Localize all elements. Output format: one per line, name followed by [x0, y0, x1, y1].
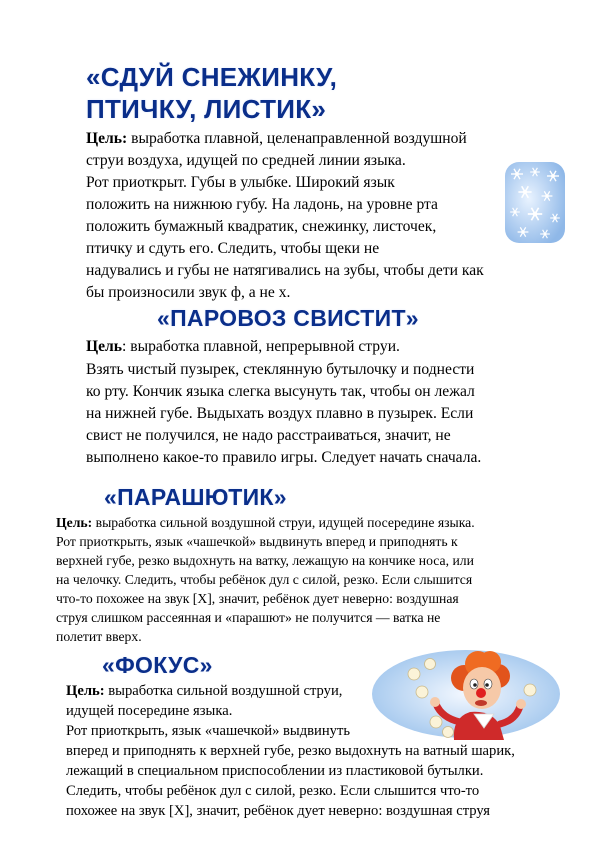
text-line: на челочку. Следить, чтобы ребёнок дул с силой, резко. Если слышится	[56, 572, 473, 587]
goal-label: Цель:	[86, 130, 128, 147]
text-line: птичку и сдуть его. Следить, чтобы щеки не	[86, 240, 380, 257]
section-3-title: «ПАРАШЮТИК»	[104, 484, 287, 510]
text-line: струя слишком рассеянная и «парашют» не получится — ватка не	[56, 610, 441, 625]
text-line: верхней губе, резко выдохнуть на ватку, лежащую на кончике носа, или	[56, 553, 474, 568]
ball-icon	[425, 659, 436, 670]
section-2-title: «ПАРОВОЗ СВИСТИТ»	[157, 305, 419, 331]
goal-text: выработка сильной воздушной струи,	[104, 683, 343, 699]
text-line: надувались и губы не натягивались на зубы, чтобы дети как	[86, 262, 484, 279]
text-line: лежащий в специальном приспособлении из пластиковой бутылки.	[66, 763, 484, 779]
text-line: Рот приоткрыть, язык «чашечкой» выдвинуть	[66, 723, 350, 739]
ball-icon	[443, 727, 454, 738]
text-line: идущей посередине языка.	[66, 703, 233, 719]
ball-icon	[430, 716, 442, 728]
section-3-goal	[56, 513, 475, 532]
text-line: Взять чистый пузырек, стеклянную бутылочку и поднести	[86, 361, 475, 378]
text-line: Рот приоткрыть, язык «чашечкой» выдвинуть вперед и приподнять к	[56, 534, 458, 549]
ball-icon	[416, 686, 428, 698]
text-line: ко рту. Кончик языка слегка высунуть так, чтобы он лежал	[86, 383, 475, 400]
text-line: струи воздуха, идущей по средней линии языка.	[86, 152, 406, 169]
goal-label: Цель	[86, 338, 123, 355]
snowflakes-picture	[503, 160, 567, 245]
goal-text: выработка сильной воздушной струи, идущей посередине языка.	[92, 515, 475, 530]
text-line: на нижней губе. Выдыхать воздух плавно в пузырек. Если	[86, 405, 474, 422]
text-line: свист не получился, не надо расстраиваться, значит, не	[86, 427, 451, 444]
section-1-goal	[86, 128, 467, 150]
text-line: бы произносили звук ф, а не х.	[86, 284, 291, 301]
text-line: положить на нижнюю губу. На ладонь, на уровне рта	[86, 196, 438, 213]
goal-text: : выработка плавной, непрерывной струи.	[122, 338, 400, 355]
goal-label: Цель:	[56, 515, 93, 530]
text-line: положить бумажный квадратик, снежинку, листочек,	[86, 218, 437, 235]
section-4-goal	[66, 682, 342, 701]
ball-icon	[524, 684, 536, 696]
text-line: что-то похожее на звук [Х], значит, ребёнок дует неверно: воздушная	[56, 591, 459, 606]
section-2-goal	[86, 336, 400, 358]
text-line: Следить, чтобы ребёнок дул с силой, резко. Если слышится что-то	[66, 783, 480, 799]
text-line: Рот приоткрыт. Губы в улыбке. Широкий язык	[86, 174, 395, 191]
goal-text: выработка плавной, целенаправленной воздушной	[127, 130, 467, 147]
section-1-title-line-1: «СДУЙ СНЕЖИНКУ,	[86, 62, 338, 92]
text-line: выполнено какое-то правило игры. Следует начать сначала.	[86, 449, 482, 466]
text-line: похожее на звук [Х], значит, ребёнок дует неверно: воздушная струя	[66, 803, 491, 819]
text-line: вперед и приподнять к верхней губе, резко выдохнуть на ватный шарик,	[66, 743, 515, 759]
ball-icon	[408, 668, 420, 680]
goal-label: Цель:	[66, 683, 105, 699]
clown-juggler-picture	[370, 648, 562, 740]
text-line: полетит вверх.	[56, 629, 142, 644]
section-4-title: «ФОКУС»	[102, 652, 213, 678]
section-1-title-line-2: ПТИЧКУ, ЛИСТИК»	[86, 94, 327, 124]
